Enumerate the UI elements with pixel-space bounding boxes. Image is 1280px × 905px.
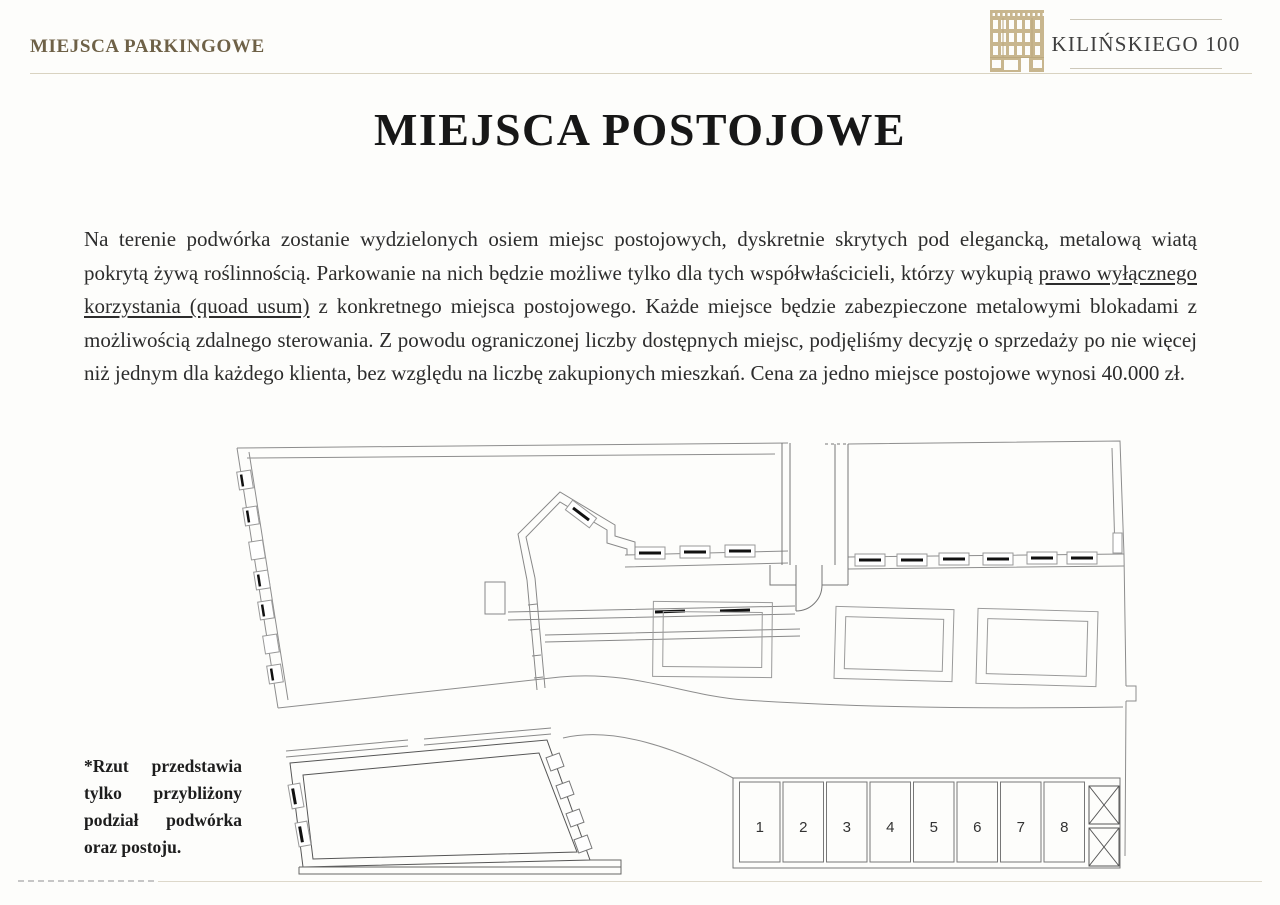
- plan-footnote: *Rzut przedstawia tylko przybliżony podział podwórka oraz postoju.: [84, 756, 242, 857]
- zigzag-wall: [518, 492, 635, 690]
- parking-stall-number: 7: [1016, 819, 1025, 836]
- section-title: MIEJSCA PARKINGOWE: [30, 36, 265, 57]
- page-title: MIEJSCA POSTOJOWE: [373, 104, 907, 155]
- footer-solid-line: [158, 881, 1262, 882]
- description-paragraph: [84, 223, 1197, 391]
- southwest-building: [286, 728, 621, 874]
- paragraph-text-after: z konkretnego miejsca postojowego. Każde miejsce będzie zabezpieczone metalowymi blokadami z możliwością zdalnego sterowania. Z powodu ograniczonej liczby dostępnych miejsc, podjęliśmy decyzję o sprzedaży po nie więcej niż jednym dla każdego klienta, bez względu na liczbę zakupionych mieszkań. Cena za jedno miejsce postojowe wynosi 40.000 zł.: [84, 294, 1197, 385]
- brand-name-frame: [1051, 19, 1241, 69]
- parking-stall-number: 8: [1060, 819, 1069, 836]
- door-swing-arc: [796, 585, 822, 611]
- plan-boundary: [237, 441, 1136, 856]
- parking-area: [733, 778, 1120, 868]
- stairwell-block: [770, 443, 848, 611]
- parking-stalls: [740, 782, 1085, 862]
- pergola-rects: [653, 601, 1098, 686]
- brand-block: [988, 8, 1241, 72]
- crossed-box-icon: [1089, 828, 1119, 866]
- parking-stall-number: 5: [929, 819, 938, 836]
- crossed-box-icon: [1089, 786, 1119, 824]
- parking-stall-number: 3: [842, 819, 851, 836]
- quoad-usum-underlined-phrase: prawo wyłącznego korzystania (quoad usum): [84, 260, 1197, 318]
- north-wing-windows: [635, 545, 1097, 566]
- brand-name: KILIŃSKIEGO 100: [1051, 31, 1241, 56]
- paragraph-text-before: Na terenie podwórka zostanie wydzielonych osiem miejsc postojowych, dyskretnie skrytych pod elegancką, metalową wiatą pokrytą żywą roślinnością. Parkowanie na nich będzie możliwe tylko dla tych współwłaścicieli, którzy wykupią: [84, 227, 1197, 285]
- footer-dashed-line: [18, 880, 154, 882]
- header-divider: [30, 73, 1252, 74]
- parking-stall-number: 1: [755, 819, 764, 836]
- parking-stall-number: 6: [973, 819, 982, 836]
- left-wing-windows: [237, 470, 284, 684]
- building-facade-icon: [988, 10, 1046, 72]
- parking-stall-number: 4: [886, 819, 895, 836]
- site-plan-drawing: [215, 428, 1165, 888]
- parking-stall-number: 2: [799, 819, 808, 836]
